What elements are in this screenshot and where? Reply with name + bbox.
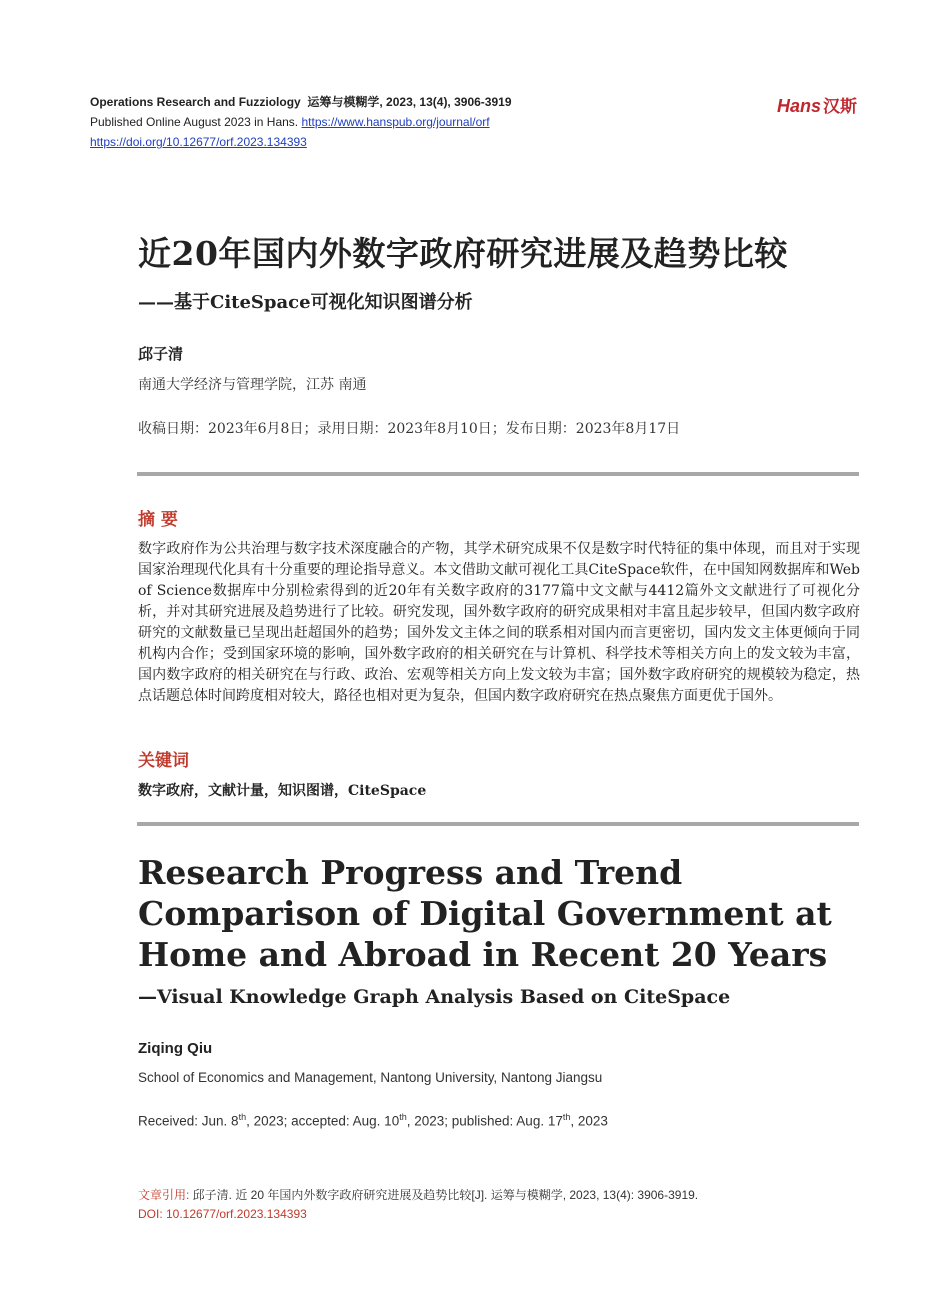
published-label: , 2023; published: Aug. 17	[406, 1113, 563, 1129]
hans-logo	[777, 92, 857, 117]
received-label: Received: Jun. 8	[138, 1113, 239, 1129]
journal-issue-cn: 运筹与模糊学, 2023, 13(4), 3906-3919	[307, 95, 512, 109]
abstract-heading: 摘 要	[138, 510, 178, 530]
logo-cn-text: 汉斯	[823, 97, 857, 116]
published-text: Published Online August 2023 in Hans.	[90, 115, 299, 129]
doi-url-link[interactable]: https://doi.org/10.12677/orf.2023.134393	[90, 135, 307, 149]
abstract-body: 数字政府作为公共治理与数字技术深度融合的产物，其学术研究成果不仅是数字时代特征的集中体现，而且对于实现国家治理现代化具有十分重要的理论指导意义。本文借助文献可视化工具CiteSpace软件，在中国知网数据库和Web of Science数据库中分别检索得到的近20年有关数字政府的3177篇中文文献与4412篇外文文献进行了可视化分析，并对其研究进展及趋势进行了比较。研究发现，国外数字政府的研究成果相对丰富且起步较早，但国内数字政府研究的文献数量已呈现出赶超国外的趋势；国外发文主体之间的联系相对国内而言更密切，国内发文主体更倾向于同机构内合作；受到国家环境的影响，国外数字政府的相关研究在与计算机、科学技术等相关方向上的发文较为丰富，国内数字政府的相关研究在与行政、政治、宏观等相关方向上发文较为丰富；国外数字政府研究的规模较为稳定，热点话题总体时间跨度相对较大，路径也相对更为复杂，但国内数字政府研究在热点聚焦方面更优于国外。	[138, 541, 860, 704]
keywords-heading: 关键词	[138, 751, 189, 771]
citation-doi: DOI: 10.12677/orf.2023.134393	[138, 1207, 307, 1221]
journal-header	[90, 92, 512, 152]
en-title: Research Progress and Trend Comparison of Digital Government at Home and Abroad in Recent 20 Years	[138, 853, 832, 974]
citation-label: 文章引用:	[138, 1188, 190, 1202]
en-author: Ziqing Qiu	[138, 1040, 213, 1057]
accepted-label: , 2023; accepted: Aug. 10	[246, 1113, 400, 1129]
accepted-sup: th	[399, 1112, 407, 1122]
citation-text: 邱子清. 近 20 年国内外数字政府研究进展及趋势比较[J]. 运筹与模糊学, 2023, 13(4): 3906-3919.	[189, 1188, 699, 1202]
keywords-text: 数字政府，文献计量，知识图谱，CiteSpace	[138, 783, 427, 799]
en-subtitle: —Visual Knowledge Graph Analysis Based on CiteSpace	[138, 986, 731, 1008]
logo-en-text: Hans	[776, 96, 821, 116]
year-tail: , 2023	[570, 1113, 608, 1129]
cn-author: 邱子清	[138, 345, 184, 363]
cn-subtitle: ——基于CiteSpace可视化知识图谱分析	[138, 292, 473, 313]
received-sup: th	[238, 1112, 247, 1122]
divider-top	[137, 472, 859, 476]
cn-title: 近20年国内外数字政府研究进展及趋势比较	[138, 234, 788, 273]
en-affiliation: School of Economics and Management, Nantong University, Nantong Jiangsu	[138, 1070, 603, 1085]
journal-line	[90, 92, 512, 112]
cn-dates: 收稿日期：2023年6月8日；录用日期：2023年8月10日；发布日期：2023年8月17日	[138, 421, 681, 437]
published-sup: th	[562, 1112, 571, 1122]
journal-url-link[interactable]: https://www.hanspub.org/journal/orf	[301, 115, 490, 129]
en-dates	[138, 1112, 608, 1129]
journal-name-en: Operations Research and Fuzziology	[90, 95, 301, 109]
published-line	[90, 112, 512, 132]
divider-bottom	[137, 822, 859, 826]
citation-block	[138, 1186, 698, 1224]
cn-affiliation: 南通大学经济与管理学院，江苏 南通	[138, 377, 367, 393]
